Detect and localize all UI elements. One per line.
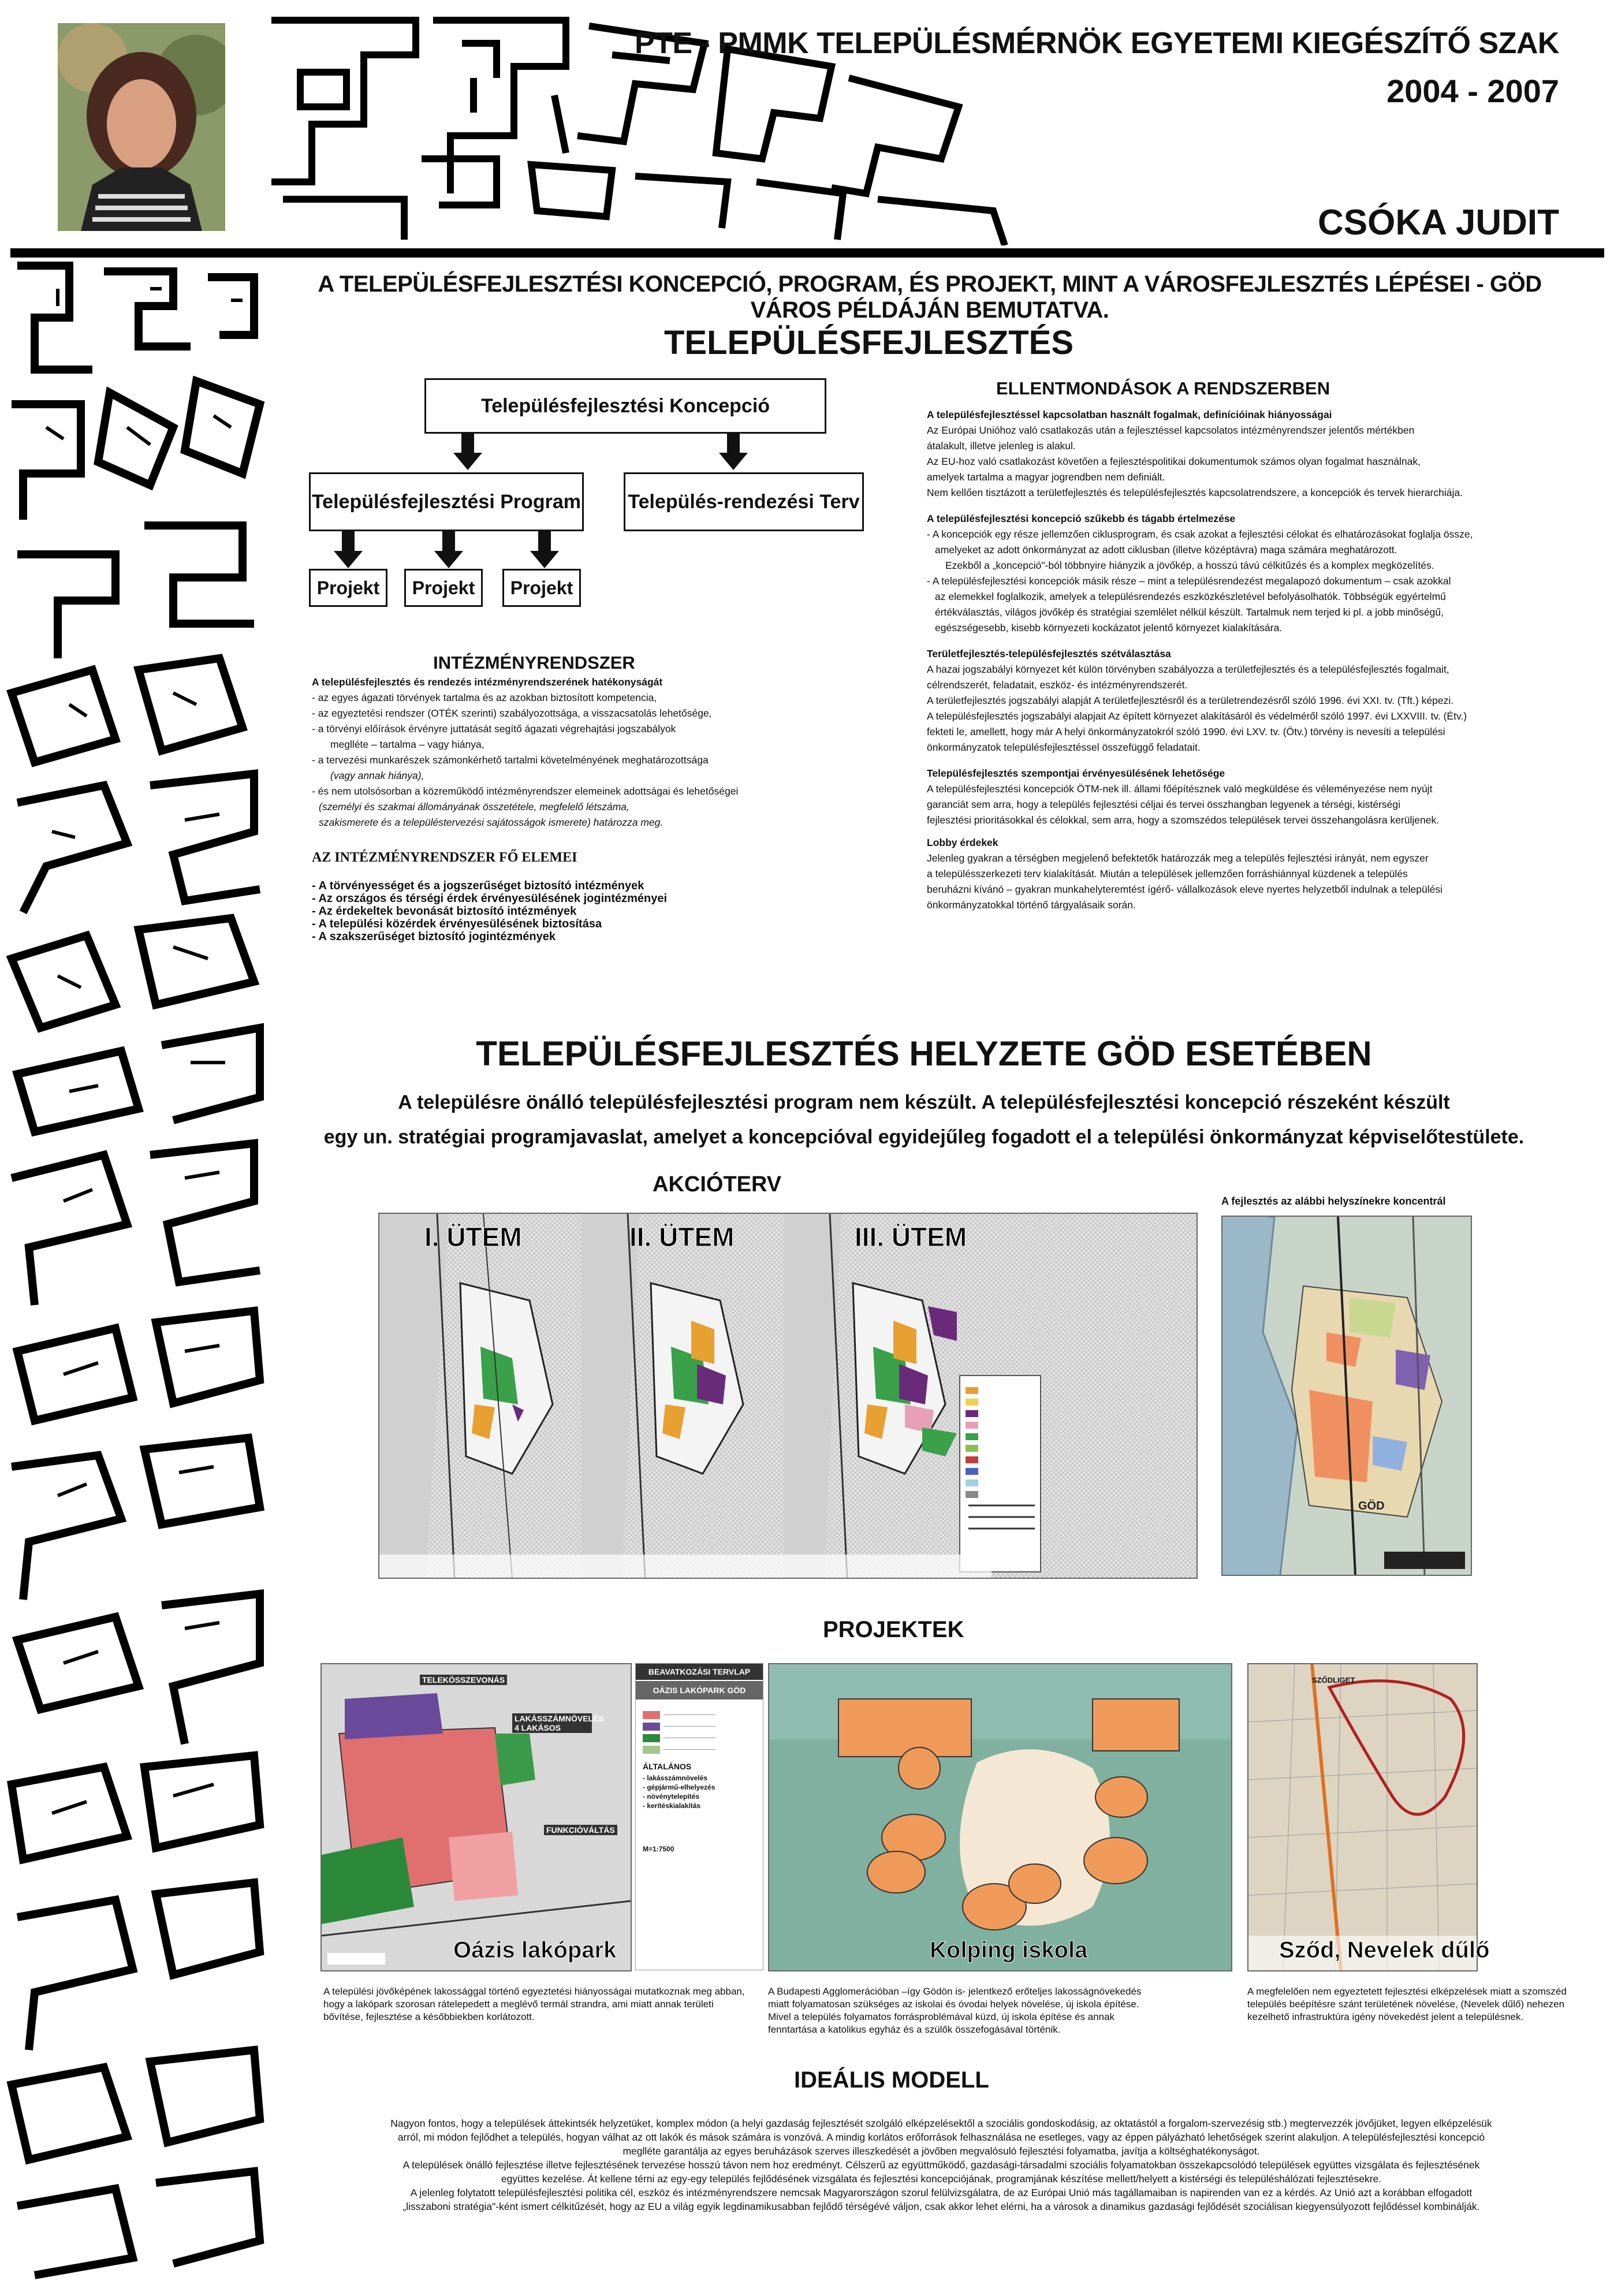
- institution-element: - Az érdekeltek bevonását biztosító intézmények: [312, 905, 577, 918]
- contradiction-line: önkormányzatokkal történő tárgyalásaik során.: [927, 899, 1136, 911]
- institution-section: [312, 653, 889, 943]
- diagram-program-box: Településfejlesztési Program: [309, 472, 584, 531]
- contradiction-line: fekteti le, amellett, hogy már A helyi önkormányzatokról szóló 1990. évi LXV. tv. (Ötv.) törvény is nevesíti a települési: [927, 726, 1445, 737]
- header-divider: [10, 248, 1604, 258]
- institution-element: - A szakszerűséget biztosító jogintézmények: [312, 930, 556, 943]
- section-title-telepulesfejlesztes: TELEPÜLÉSFEJLESZTÉS: [664, 324, 1073, 361]
- contradiction-line: átalakult, illetve jelenleg is alakul.: [927, 440, 1076, 452]
- author-name: CSÓKA JUDIT: [1318, 203, 1559, 243]
- diagram-plan-box: Település-rendezési Terv: [624, 472, 864, 531]
- focus-map-label-god: GÖD: [1358, 1500, 1385, 1512]
- focus-area-map: [1221, 1216, 1472, 1576]
- ideal-line: meglléte garantálja az egyes beruházások szerves illeszkedését a jövőben megvalósuló fejlesztési folyamatba, javítja a költséghatékonyságot.: [623, 2145, 1260, 2157]
- ideal-line: arról, mi módon fejlődhet a település, hogyan válhat az ott lakók és mások számára is vonzóvá. A mindig korlátos erőforrások felhasználása ne esetleges, vagy az éppen pályázható lehetőségek szerint alakuljon. A településfejlesztési koncepció: [397, 2131, 1485, 2143]
- arrow-down-icon: [719, 432, 748, 471]
- phase-label: I. ÜTEM: [424, 1222, 522, 1252]
- contradiction-line: fejlesztési prioritásokkal és célokkal, sem arra, hogy a szomszédos települések tervei összehangolásra kerüljenek.: [927, 814, 1440, 826]
- diagram-project-box: Projekt: [502, 569, 581, 607]
- action-plan-title: AKCIÓTERV: [653, 1172, 782, 1197]
- intervention-sheet: [635, 1663, 763, 1970]
- contradiction-line: Az EU-hoz való csatlakozást követően a fejlesztéspolitikai dokumentumok számos olyan fogalmat használnak,: [927, 456, 1421, 467]
- ideal-model-title: IDEÁLIS MODELL: [794, 2067, 989, 2093]
- legend-swatch: [643, 1734, 660, 1742]
- phase-label: III. ÜTEM: [855, 1222, 967, 1252]
- projects-title: PROJEKTEK: [823, 1617, 964, 1642]
- contradiction-line: az elemekkel foglalkozik, amelyek a településrendezés eszközkészletével befolyásolhatók. Többségük egyértelmű: [935, 591, 1446, 602]
- ideal-line: együttes kezelése. Át kellene térni az egy-egy település fejlődésének vizsgálata és fejlesztési koncepciójának, programjának készítése mellett/helyett a kistérségi és településhálózati fejlesztésekre.: [501, 2173, 1382, 2185]
- contradiction-line: - A településfejlesztési koncepciók másik része – mint a településrendezést megalapozó dokumentum – csak azokkal: [927, 575, 1451, 587]
- legend-swatch: [643, 1711, 660, 1719]
- project-name: Kolping iskola: [930, 1937, 1088, 1963]
- section2-intro-line: egy un. stratégiai programjavaslat, amelyet a koncepcióval egyidejűleg fogadott el a települési önkormányzat képviselőtestülete.: [323, 1126, 1524, 1148]
- sheet-item: - kerítéskialakítás: [643, 1802, 701, 1810]
- legend-swatch: [643, 1746, 660, 1754]
- action-plan-maps: [378, 1213, 1198, 1579]
- institution-subtitle: A településfejlesztés és rendezés intézményrendszerének hatékonyságát: [312, 676, 663, 688]
- sheet-item: - gépjármű-elhelyezés: [643, 1783, 715, 1791]
- sheet-general: ÁLTALÁNOS: [643, 1762, 692, 1771]
- contradiction-line: Jelenleg gyakran a térségben megjelenő befektetők határozzák meg a település fejlesztési irányát, nem egyszer: [927, 852, 1429, 864]
- contradiction-line: Nem kellően tisztázott a területfejlesztés és településfejlesztés kapcsolatrendszere, a koncepciók és tervek hierarchiája.: [927, 487, 1463, 498]
- project-szod-map: [1247, 1663, 1478, 1971]
- sheet-item: - növénytelepítés: [643, 1792, 700, 1801]
- institution-line: - a tervezési munkarészek számonkérhető tartalmi követelményének meghatározottsága: [312, 754, 709, 766]
- focus-title: A fejlesztés az alábbi helyszínekre koncentrál: [1221, 1195, 1446, 1207]
- contradiction-line: amelyek tartalma a magyar jogrendben nem definiált.: [927, 471, 1165, 483]
- contradiction-heading: Településfejlesztés szempontjai érvényesülésének lehetősége: [927, 767, 1225, 779]
- project-caption: A települési jövőképének lakossággal történő egyeztetési hiányosságai mutatkoznak meg abban, hogy a lakópark szorosan rátelepedett a meglévő termál strandra, ami miatt annak területi bővítése, fejlesztése a későbbiekben korlátozott.: [323, 1986, 745, 2022]
- arrow-down-icon: [434, 530, 463, 569]
- arrow-down-icon: [334, 530, 363, 569]
- institution-line: - és nem utolsósorban a közreműködő intézményrendszer elemeinek adottságai és lehetőségei: [312, 785, 739, 797]
- contradiction-line: értékválasztás, világos jövőkép és stratégiai szemlélet nélkül készült. Tartalmuk nem terjed ki pl. a jobb minőségű,: [935, 606, 1444, 618]
- contradiction-line: A településfejlesztési koncepciók ÖTM-nek ill. állami főépítésznek való megküldése és véleményezése nem nyújt: [927, 783, 1433, 795]
- diagram-concept-box: Településfejlesztési Koncepció: [424, 378, 826, 434]
- contradictions-title: ELLENTMONDÁSOK A RENDSZERBEN: [996, 378, 1330, 398]
- contradiction-heading: Területfejlesztés-településfejlesztés szétválasztása: [927, 648, 1171, 659]
- contradiction-line: célrendszerét, feladatait, eszköz- és intézményrendszerét.: [927, 679, 1188, 691]
- contradiction-heading: A településfejlesztéssel kapcsolatban használt fogalmak, definícióinak hiányosságai: [927, 409, 1332, 420]
- program-title: PTE - PMMK TELEPÜLÉSMÉRNÖK EGYETEMI KIEGÉSZÍTŐ SZAK: [634, 27, 1559, 60]
- project-caption: A Budapesti Agglomerációban –így Gödön is- jelentkező erőteljes lakosságnövekedés miatt folyamatosan szükséges az iskolai és óvodai helyek növelése, új iskola építése. Mivel a település folyamatos forrásproblémával küzd, új iskola építése és annak fenntartása a katolikus egyház és a szülők összefogásával történik.: [768, 1986, 1142, 2035]
- project-kolping-map: [768, 1663, 1232, 1971]
- legend-swatch: [643, 1723, 660, 1731]
- contradiction-line: Az Európai Unióhoz való csatlakozás után a fejlesztéssel kapcsolatos intézményrendszer jelentős mértékben: [927, 424, 1415, 436]
- project-map-label: LAKÁSSZÁMNÖVELÉS 4 LAKÁSOS: [512, 1713, 592, 1733]
- contradiction-line: önkormányzatok településfejlesztéssel összefüggő feladatait.: [927, 741, 1201, 753]
- contradiction-line: A hazai jogszabályi környezet két külön törvényben szabályozza a területfejlesztés és a településfejlesztés fogalmait,: [927, 664, 1449, 675]
- program-years: 2004 - 2007: [1386, 73, 1559, 109]
- institution-title: INTÉZMÉNYRENDSZER: [433, 653, 635, 673]
- contradiction-heading: A településfejlesztési koncepció szűkebb és tágabb értelmezése: [927, 513, 1236, 524]
- contradictions-section: [927, 378, 1574, 913]
- ideal-line: A jelenleg folytatott településfejlesztési politika cél, eszköz és intézményrendszere nemcsak Magyarországon szorul felülvizsgálatra, de az Európai Unió más tagállamaiban is napirenden van ez a kérdés. Az Unió azt a korábban elfogadott: [410, 2187, 1473, 2198]
- diagram-project-box: Projekt: [309, 569, 387, 607]
- institution-line: - az egyeztetési rendszer (OTÉK szerinti) szabályozottsága, a visszacsatolás lehetősége,: [312, 707, 712, 719]
- ideal-line: A települések önálló fejlesztése illetve fejlesztésének tervezése hosszú távon nem hoz eredményt. Célszerű az együttműködő, gazdasági-társadalmi szociális folyamatokban összekapcsolódó települések együttes vizsgálata és fejlesztésének: [402, 2159, 1480, 2171]
- author-portrait: [58, 23, 225, 231]
- institution-elements-title: AZ INTÉZMÉNYRENDSZER FŐ ELEMEI: [312, 850, 577, 865]
- diagram-project-box: Projekt: [404, 569, 483, 607]
- contradiction-line: beruházni kívánó – gyakran munkahelyteremtést ígérő- vállalkozások eleve nyertes helyzetből indulnak a települési: [927, 884, 1443, 895]
- szod-place-label: SZŐDLIGET: [1312, 1676, 1355, 1684]
- contradiction-line: garanciát sem arra, hogy a település fejlesztési céljai és tervei összhangban legyenek a térségi, kistérségi: [927, 799, 1401, 810]
- project-name: Sződ, Nevelek dűlő: [1279, 1937, 1490, 1963]
- section-title-god: TELEPÜLÉSFEJLESZTÉS HELYZETE GÖD ESETÉBEN: [476, 1034, 1372, 1073]
- sheet-scale: M=1:7500: [643, 1845, 674, 1853]
- contradiction-line: a településszerkezeti terv kialakítását. Miután a települések jellemzően forráshiánnyal küzdenek a település: [927, 868, 1408, 879]
- ideal-line: „lisszaboni stratégia"-ként ismert célkitűzését, hogy az EU a világ egyik legdinamikusabban fejlődő térségévé váljon, csak akkor lehet elérni, ha a városok a dinamikus gazdasági fejlődését szociálisan kiegyensúlyozott fejlődéssel kombinálják.: [402, 2201, 1480, 2212]
- street-pattern-decoration: [0, 254, 271, 2296]
- institution-line: (személyi és szakmai állományának összetétele, megfelelő létszáma,: [319, 801, 629, 812]
- institution-line: szakismerete és a településtervezési sajátosságok ismerete) határozza meg.: [319, 817, 664, 828]
- institution-line: - a törvényi előírások érvényre juttatását segítő ágazati végrehajtási jogszabályok: [312, 723, 676, 735]
- arrow-down-icon: [530, 530, 559, 569]
- contradiction-line: egészségesebb, kisebb környezeti kockázatot jelentő környezet kialakítására.: [935, 622, 1283, 633]
- contradiction-heading: Lobby érdekek: [927, 837, 998, 848]
- institution-line: - az egyes ágazati törvények tartalma és az azokban biztosított kompetencia,: [312, 692, 657, 703]
- main-title: A TELEPÜLÉSFEJLESZTÉSI KONCEPCIÓ, PROGRAM, ÉS PROJEKT, MINT A VÁROSFEJLESZTÉS LÉPÉSEI - GÖD VÁROS PÉLDÁJÁN BEMUTATVA.: [318, 271, 1542, 323]
- project-map-label: TELEKÖSSZEVONÁS: [420, 1675, 507, 1685]
- project-oazis-map: [320, 1663, 632, 1971]
- contradiction-line: A településfejlesztés jogszabályi alapjait Az épített környezet alakításáról és védelméről szóló 1997. évi LXXVIII. tv. (Étv.): [927, 710, 1467, 722]
- project-name: Oázis lakópark: [453, 1937, 617, 1963]
- contradiction-line: Ezekből a „koncepció"-ból többnyire hiányzik a jövőkép, a hosszú távú célkitűzés és a komplex megközelítés.: [945, 560, 1434, 571]
- ideal-model-text: [289, 2116, 1594, 2213]
- institution-element: - A települési közérdek érvényesülésének biztosítása: [312, 918, 602, 930]
- ideal-line: Nagyon fontos, hogy a települések áttekintsék helyzetüket, komplex módon (a helyi gazdaság fejlesztését szolgáló elképzelésektől a szociális gondoskodásig, az oktatástól a forgalom-szervezésig stb.) megtervezzék jövőjüket, legyen elképzelésük: [390, 2118, 1492, 2129]
- contradiction-line: - A koncepciók egy része jellemzően ciklusprogram, és csak azokat a fejlesztési célokat és elhatározásokat foglalja össze,: [927, 528, 1473, 540]
- sheet-item: - lakásszámnövelés: [643, 1774, 708, 1782]
- sheet-subtitle: OÁZIS LAKÓPARK GÖD: [636, 1681, 763, 1699]
- institution-element: - A törvényességet és a jogszerűséget biztosító intézmények: [312, 879, 644, 892]
- section2-intro-line: A településre önálló településfejlesztési program nem készült. A településfejlesztési koncepció részeként készült: [398, 1091, 1450, 1113]
- institution-line: meglléte – tartalma – vagy hiánya,: [330, 739, 484, 750]
- arrow-down-icon: [453, 432, 482, 471]
- institution-element: - Az országos és térségi érdek érvényesülésének jogintézményei: [312, 892, 668, 905]
- project-map-label: FUNKCIÓVÁLTÁS: [544, 1825, 617, 1835]
- phase-label: II. ÜTEM: [629, 1222, 735, 1252]
- contradiction-line: amelyeket az adott önkormányzat az adott ciklusban (illetve középtávra) maga számára meghatározott.: [935, 544, 1397, 556]
- sheet-title: BEAVATKOZÁSI TERVLAP: [636, 1664, 763, 1680]
- project-caption: A megfelelően nem egyeztetett fejlesztési elképzelések miatt a szomszéd település beépítésre szánt területének növelése, (Nevelek dűlő) nehezen kezelhető infrastruktúra igény növekedést jelent a településnek.: [1247, 1986, 1567, 2022]
- contradiction-line: A területfejlesztés jogszabályi alapját A területfejlesztésről és a területrendezésről szóló 1996. évi XXI. tv. (Tft.) képezi.: [927, 695, 1454, 706]
- institution-line: (vagy annak hiánya),: [330, 770, 424, 781]
